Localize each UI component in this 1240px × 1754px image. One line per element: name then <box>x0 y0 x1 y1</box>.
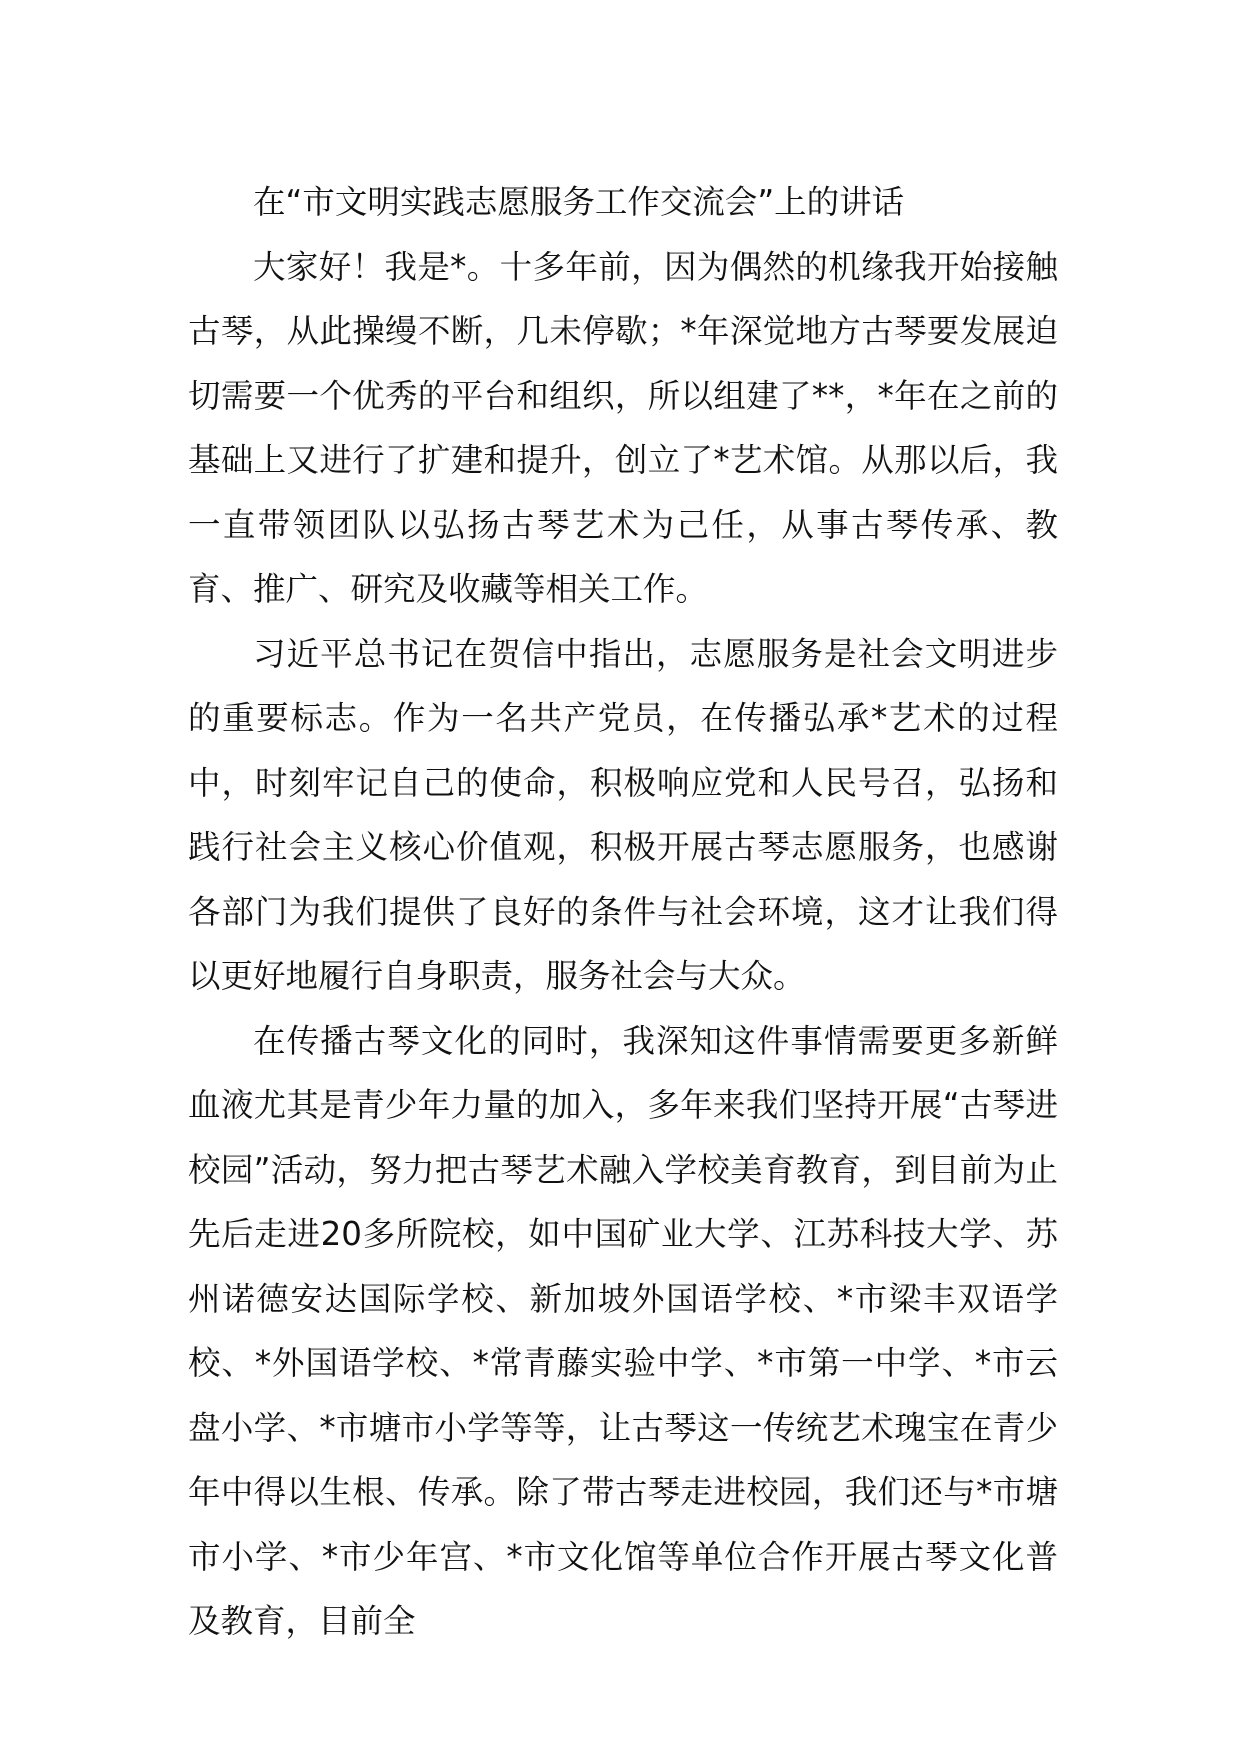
paragraph-volunteer-service: 习近平总书记在贺信中指出，志愿服务是社会文明进步的重要标志。作为一名共产党员，在传播弘承*艺术的过程中，时刻牢记自己的使命，积极响应党和人民号召，弘扬和践行社会主义核心价值观，积极开展古琴志愿服务，也感谢各部门为我们提供了良好的条件与社会环境，这才让我们得以更好地履行自身职责，服务社会与大众。 <box>188 634 1058 995</box>
paragraph-campus-activities: 在传播古琴文化的同时，我深知这件事情需要更多新鲜血液尤其是青少年力量的加入，多年来我们坚持开展“古琴进校园”活动，努力把古琴艺术融入学校美育教育，到目前为止先后走进20多所院校，如中国矿业大学、江苏科技大学、苏州诺德安达国际学校、新加坡外国语学校、*市梁丰双语学校、*外国语学校、*常青藤实验中学、*市第一中学、*市云盘小学、*市塘市小学等等，让古琴这一传统艺术瑰宝在青少年中得以生根、传承。除了带古琴走进校园，我们还与*市塘市小学、*市少年宫、*市文化馆等单位合作开展古琴文化普及教育，目前全 <box>188 1021 1058 1640</box>
paragraph-introduction: 大家好！我是*。十多年前，因为偶然的机缘我开始接触古琴，从此操缦不断，几未停歇；*年深觉地方古琴要发展迫切需要一个优秀的平台和组织，所以组建了**，*年在之前的基础上又进行了扩建和提升，创立了*艺术馆。从那以后，我一直带领团队以弘扬古琴艺术为己任，从事古琴传承、教育、推广、研究及收藏等相关工作。 <box>188 247 1058 608</box>
document-body <box>188 170 1058 1654</box>
speech-title: 在“市文明实践志愿服务工作交流会”上的讲话 <box>253 183 905 221</box>
